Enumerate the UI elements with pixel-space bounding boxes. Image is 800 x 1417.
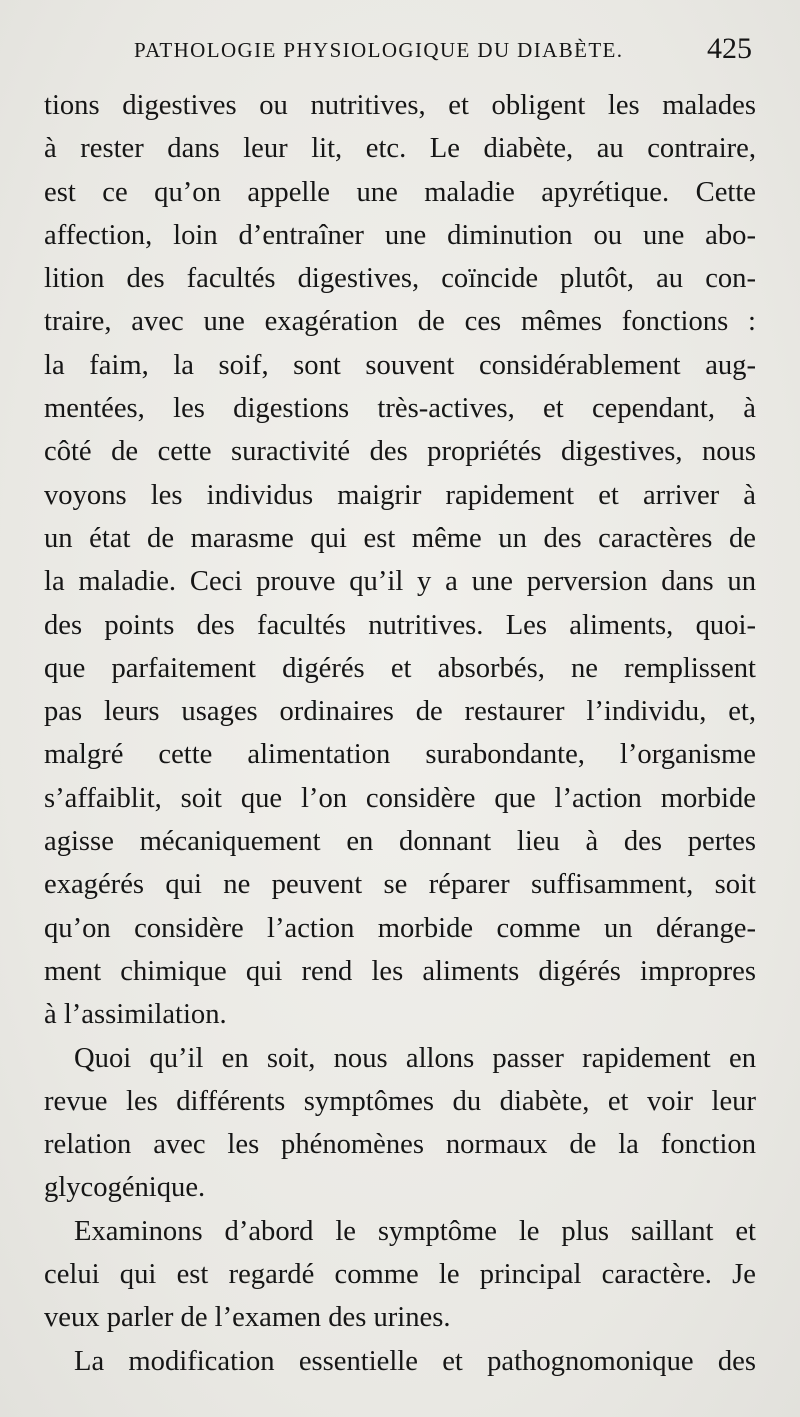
text-line: lition des facultés digestives, coïncide plutôt, au con- (44, 263, 756, 295)
text-line: malgré cette alimentation surabondante, l’organisme (44, 739, 756, 771)
text-line: la maladie. Ceci prouve qu’il y a une perversion dans un (44, 566, 756, 598)
body-text (44, 84, 756, 1383)
page-number: 425 (707, 32, 752, 65)
text-line: veux parler de l’examen des urines. (44, 1302, 451, 1334)
running-head-title: PATHOLOGIE PHYSIOLOGIQUE DU DIABÈTE. (134, 38, 624, 62)
text-line: affection, loin d’entraîner une diminution ou une abo- (44, 219, 756, 251)
text-line: revue les différents symptômes du diabète, et voir leur (44, 1085, 756, 1117)
running-head (44, 34, 756, 74)
text-line: est ce qu’on appelle une maladie apyrétique. Cette (44, 176, 756, 208)
text-line: tions digestives ou nutritives, et obligent les malades (44, 90, 756, 121)
text-line: la faim, la soif, sont souvent considérablement aug- (44, 349, 756, 381)
text-line: La modification essentielle et pathognomonique des (74, 1345, 756, 1377)
text-line: celui qui est regardé comme le principal caractère. Je (44, 1259, 756, 1291)
text-line: à l’assimilation. (44, 999, 227, 1031)
text-line: côté de cette suractivité des propriétés digestives, nous (44, 436, 756, 468)
text-line: des points des facultés nutritives. Les aliments, quoi- (44, 609, 756, 641)
text-line: un état de marasme qui est même un des caractères de (44, 522, 756, 554)
text-line: mentées, les digestions très-actives, et cependant, à (44, 393, 756, 425)
text-line: s’affaiblit, soit que l’on considère que l’action morbide (44, 782, 756, 814)
text-line: ment chimique qui rend les aliments digérés impropres (44, 955, 756, 987)
text-line: traire, avec une exagération de ces mêmes fonctions : (44, 306, 756, 338)
text-line: exagérés qui ne peuvent se réparer suffisamment, soit (44, 869, 756, 901)
text-line: à rester dans leur lit, etc. Le diabète, au contraire, (44, 133, 756, 165)
text-line: relation avec les phénomènes normaux de la fonction (44, 1129, 756, 1161)
text-line: Examinons d’abord le symptôme le plus saillant et (74, 1215, 756, 1247)
text-line: glycogénique. (44, 1172, 206, 1204)
text-line: pas leurs usages ordinaires de restaurer l’individu, et, (44, 696, 756, 728)
text-line: voyons les individus maigrir rapidement et arriver à (44, 479, 756, 511)
text-line: que parfaitement digérés et absorbés, ne remplissent (44, 652, 756, 684)
text-line: Quoi qu’il en soit, nous allons passer rapidement en (74, 1042, 756, 1074)
text-line: agisse mécaniquement en donnant lieu à des pertes (44, 826, 756, 858)
text-line: qu’on considère l’action morbide comme un dérange- (44, 912, 756, 944)
